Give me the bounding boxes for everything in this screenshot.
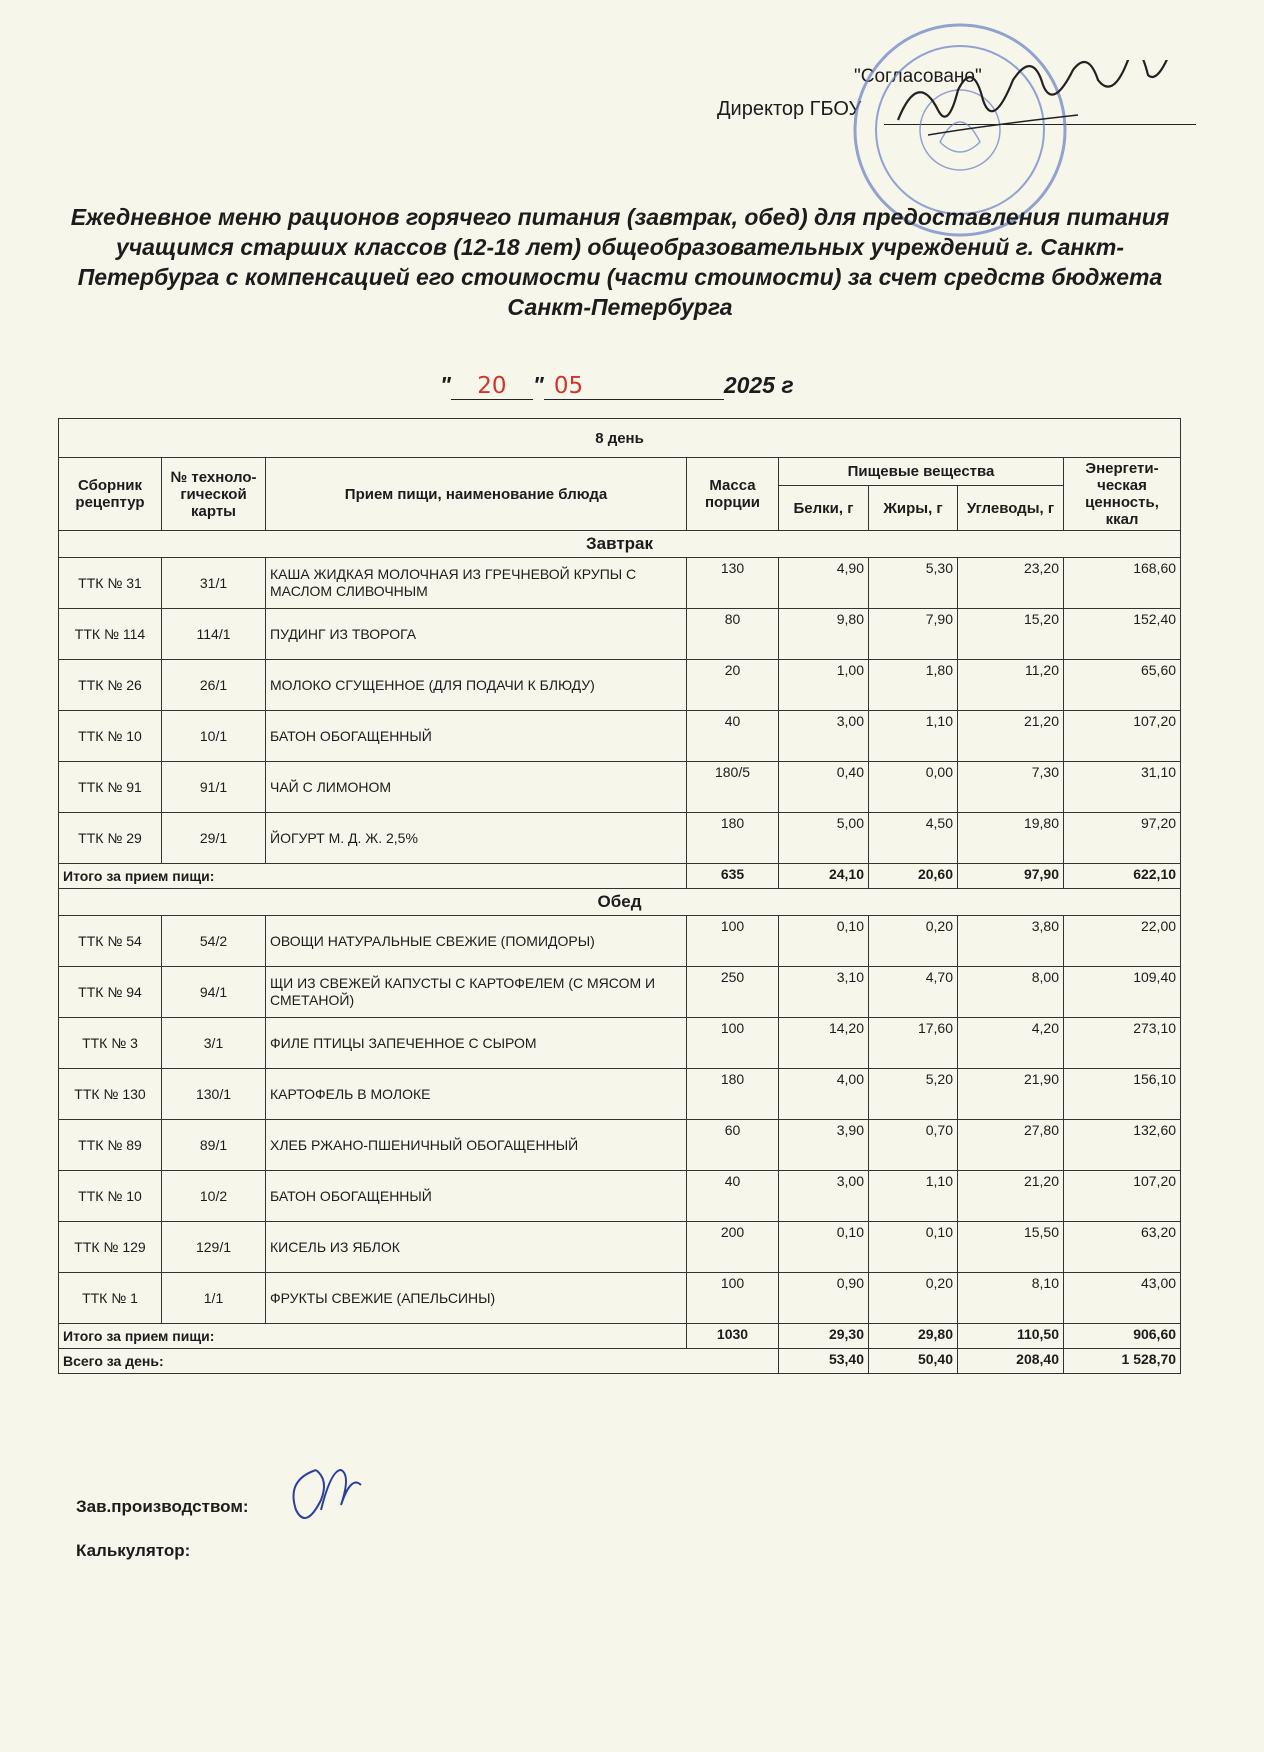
table-row [59,660,1181,711]
energy-cell: 65,60 [1064,660,1181,711]
tech-card-cell: 10/1 [162,711,266,762]
recipe-collection-cell: ТТК № 29 [59,813,162,864]
fat-cell: 7,90 [869,609,958,660]
fat-cell: 0,20 [869,1273,958,1324]
recipe-collection-cell: ТТК № 91 [59,762,162,813]
protein-cell: 3,10 [779,967,869,1018]
dish-name-cell: КИСЕЛЬ ИЗ ЯБЛОК [266,1222,687,1273]
table-row [59,711,1181,762]
dish-name-cell: ПУДИНГ ИЗ ТВОРОГА [266,609,687,660]
energy-cell: 273,10 [1064,1018,1181,1069]
table-row [59,1273,1181,1324]
energy-cell: 22,00 [1064,916,1181,967]
header-dish: Прием пищи, наименование блюда [266,458,687,531]
day-total-fat: 50,40 [869,1349,958,1374]
signature-icon [888,60,1208,150]
protein-cell: 3,00 [779,1171,869,1222]
total-carbs: 110,50 [958,1324,1064,1349]
header-fat: Жиры, г [869,486,958,531]
recipe-collection-cell: ТТК № 129 [59,1222,162,1273]
carbs-cell: 21,90 [958,1069,1064,1120]
total-fat: 20,60 [869,864,958,889]
table-row [59,1171,1181,1222]
header-tech-card: № техноло-гической карты [162,458,266,531]
fat-cell: 4,70 [869,967,958,1018]
fat-cell: 1,80 [869,660,958,711]
day-total-energy: 1 528,70 [1064,1349,1181,1374]
mass-cell: 60 [687,1120,779,1171]
mass-cell: 180 [687,813,779,864]
carbs-cell: 11,20 [958,660,1064,711]
table-row [59,967,1181,1018]
fat-cell: 0,70 [869,1120,958,1171]
table-row [59,1018,1181,1069]
dish-name-cell: БАТОН ОБОГАЩЕННЫЙ [266,1171,687,1222]
energy-cell: 152,40 [1064,609,1181,660]
tech-card-cell: 129/1 [162,1222,266,1273]
mass-cell: 20 [687,660,779,711]
production-head-label: Зав.производством: [76,1497,249,1516]
header-mass: Масса порции [687,458,779,531]
carbs-cell: 8,10 [958,1273,1064,1324]
fat-cell: 1,10 [869,1171,958,1222]
protein-cell: 0,10 [779,916,869,967]
document-date [440,372,794,400]
total-mass: 1030 [687,1324,779,1349]
total-protein: 24,10 [779,864,869,889]
protein-cell: 0,90 [779,1273,869,1324]
recipe-collection-cell: ТТК № 31 [59,558,162,609]
header-carbs: Углеводы, г [958,486,1064,531]
dish-name-cell: ЙОГУРТ М. Д. Ж. 2,5% [266,813,687,864]
carbs-cell: 4,20 [958,1018,1064,1069]
mass-cell: 100 [687,1273,779,1324]
carbs-cell: 3,80 [958,916,1064,967]
table-row [59,1120,1181,1171]
mass-cell: 180/5 [687,762,779,813]
header-nutrients: Пищевые вещества [779,458,1064,486]
table-row [59,1069,1181,1120]
mass-cell: 40 [687,711,779,762]
signature-icon [276,1460,366,1540]
protein-cell: 4,90 [779,558,869,609]
protein-cell: 3,90 [779,1120,869,1171]
carbs-cell: 7,30 [958,762,1064,813]
date-day: 20 [451,373,533,400]
recipe-collection-cell: ТТК № 26 [59,660,162,711]
protein-cell: 5,00 [779,813,869,864]
day-total-row [59,1349,1181,1374]
carbs-cell: 23,20 [958,558,1064,609]
table-row [59,609,1181,660]
energy-cell: 107,20 [1064,711,1181,762]
total-row [59,864,1181,889]
day-total-protein: 53,40 [779,1349,869,1374]
dish-name-cell: ЧАЙ С ЛИМОНОМ [266,762,687,813]
tech-card-cell: 29/1 [162,813,266,864]
fat-cell: 17,60 [869,1018,958,1069]
carbs-cell: 19,80 [958,813,1064,864]
recipe-collection-cell: ТТК № 130 [59,1069,162,1120]
tech-card-cell: 3/1 [162,1018,266,1069]
energy-cell: 109,40 [1064,967,1181,1018]
recipe-collection-cell: ТТК № 10 [59,1171,162,1222]
header-energy: Энергети-ческая ценность, ккал [1064,458,1181,531]
total-label: Итого за прием пищи: [59,864,687,889]
dish-name-cell: БАТОН ОБОГАЩЕННЫЙ [266,711,687,762]
mass-cell: 100 [687,916,779,967]
table-row [59,558,1181,609]
table-row [59,1222,1181,1273]
tech-card-cell: 26/1 [162,660,266,711]
menu-table [58,418,1181,1374]
total-row [59,1324,1181,1349]
total-protein: 29,30 [779,1324,869,1349]
day-total-label: Всего за день: [59,1349,779,1374]
fat-cell: 0,10 [869,1222,958,1273]
tech-card-cell: 91/1 [162,762,266,813]
total-label: Итого за прием пищи: [59,1324,687,1349]
calculator-label: Калькулятор: [76,1541,191,1560]
carbs-cell: 21,20 [958,1171,1064,1222]
section-breakfast: Завтрак [59,531,1181,558]
protein-cell: 14,20 [779,1018,869,1069]
mass-cell: 100 [687,1018,779,1069]
fat-cell: 1,10 [869,711,958,762]
protein-cell: 3,00 [779,711,869,762]
energy-cell: 156,10 [1064,1069,1181,1120]
date-mid-quote: " [532,372,544,398]
energy-cell: 97,20 [1064,813,1181,864]
day-total-carbs: 208,40 [958,1349,1064,1374]
header-collection: Сборник рецептур [59,458,162,531]
dish-name-cell: ХЛЕБ РЖАНО-ПШЕНИЧНЫЙ ОБОГАЩЕННЫЙ [266,1120,687,1171]
fat-cell: 4,50 [869,813,958,864]
dish-name-cell: КАША ЖИДКАЯ МОЛОЧНАЯ ИЗ ГРЕЧНЕВОЙ КРУПЫ С МАСЛОМ СЛИВОЧНЫМ [266,558,687,609]
table-row [59,916,1181,967]
date-year: 2025 г [723,372,794,398]
tech-card-cell: 94/1 [162,967,266,1018]
date-month: 05 [544,373,724,400]
carbs-cell: 15,50 [958,1222,1064,1273]
tech-card-cell: 1/1 [162,1273,266,1324]
protein-cell: 9,80 [779,609,869,660]
protein-cell: 0,10 [779,1222,869,1273]
tech-card-cell: 54/2 [162,916,266,967]
tech-card-cell: 114/1 [162,609,266,660]
date-open-quote: " [440,372,451,398]
document-title: Ежедневное меню рационов горячего питания (завтрак, обед) для предоставления питания учащимся старших классов (12-18 лет) общеобразовательных учреждений г. Санкт-Петербурга с компенсацией его стоимости (части стоимости) за счет средств бюджета Санкт-Петербурга [70,204,1170,320]
recipe-collection-cell: ТТК № 3 [59,1018,162,1069]
dish-name-cell: ЩИ ИЗ СВЕЖЕЙ КАПУСТЫ С КАРТОФЕЛЕМ (С МЯСОМ И СМЕТАНОЙ) [266,967,687,1018]
carbs-cell: 27,80 [958,1120,1064,1171]
dish-name-cell: МОЛОКО СГУЩЕННОЕ (ДЛЯ ПОДАЧИ К БЛЮДУ) [266,660,687,711]
mass-cell: 250 [687,967,779,1018]
dish-name-cell: ФИЛЕ ПТИЦЫ ЗАПЕЧЕННОЕ С СЫРОМ [266,1018,687,1069]
carbs-cell: 8,00 [958,967,1064,1018]
recipe-collection-cell: ТТК № 94 [59,967,162,1018]
recipe-collection-cell: ТТК № 89 [59,1120,162,1171]
protein-cell: 0,40 [779,762,869,813]
recipe-collection-cell: ТТК № 114 [59,609,162,660]
total-fat: 29,80 [869,1324,958,1349]
recipe-collection-cell: ТТК № 54 [59,916,162,967]
recipe-collection-cell: ТТК № 10 [59,711,162,762]
mass-cell: 130 [687,558,779,609]
fat-cell: 0,00 [869,762,958,813]
protein-cell: 1,00 [779,660,869,711]
energy-cell: 168,60 [1064,558,1181,609]
mass-cell: 200 [687,1222,779,1273]
total-energy: 906,60 [1064,1324,1181,1349]
dish-name-cell: КАРТОФЕЛЬ В МОЛОКЕ [266,1069,687,1120]
fat-cell: 0,20 [869,916,958,967]
dish-name-cell: ФРУКТЫ СВЕЖИЕ (АПЕЛЬСИНЫ) [266,1273,687,1324]
tech-card-cell: 31/1 [162,558,266,609]
dish-name-cell: ОВОЩИ НАТУРАЛЬНЫЕ СВЕЖИЕ (ПОМИДОРЫ) [266,916,687,967]
total-carbs: 97,90 [958,864,1064,889]
protein-cell: 4,00 [779,1069,869,1120]
tech-card-cell: 89/1 [162,1120,266,1171]
total-energy: 622,10 [1064,864,1181,889]
energy-cell: 107,20 [1064,1171,1181,1222]
carbs-cell: 21,20 [958,711,1064,762]
table-row [59,762,1181,813]
fat-cell: 5,30 [869,558,958,609]
approved-label: "Согласовано" [854,66,982,87]
tech-card-cell: 10/2 [162,1171,266,1222]
fat-cell: 5,20 [869,1069,958,1120]
mass-cell: 180 [687,1069,779,1120]
carbs-cell: 15,20 [958,609,1064,660]
energy-cell: 31,10 [1064,762,1181,813]
total-mass: 635 [687,864,779,889]
energy-cell: 63,20 [1064,1222,1181,1273]
tech-card-cell: 130/1 [162,1069,266,1120]
table-row [59,813,1181,864]
mass-cell: 40 [687,1171,779,1222]
section-lunch: Обед [59,889,1181,916]
energy-cell: 132,60 [1064,1120,1181,1171]
mass-cell: 80 [687,609,779,660]
day-label: 8 день [59,419,1181,458]
header-protein: Белки, г [779,486,869,531]
recipe-collection-cell: ТТК № 1 [59,1273,162,1324]
energy-cell: 43,00 [1064,1273,1181,1324]
director-label: Директор ГБОУ [717,98,862,120]
